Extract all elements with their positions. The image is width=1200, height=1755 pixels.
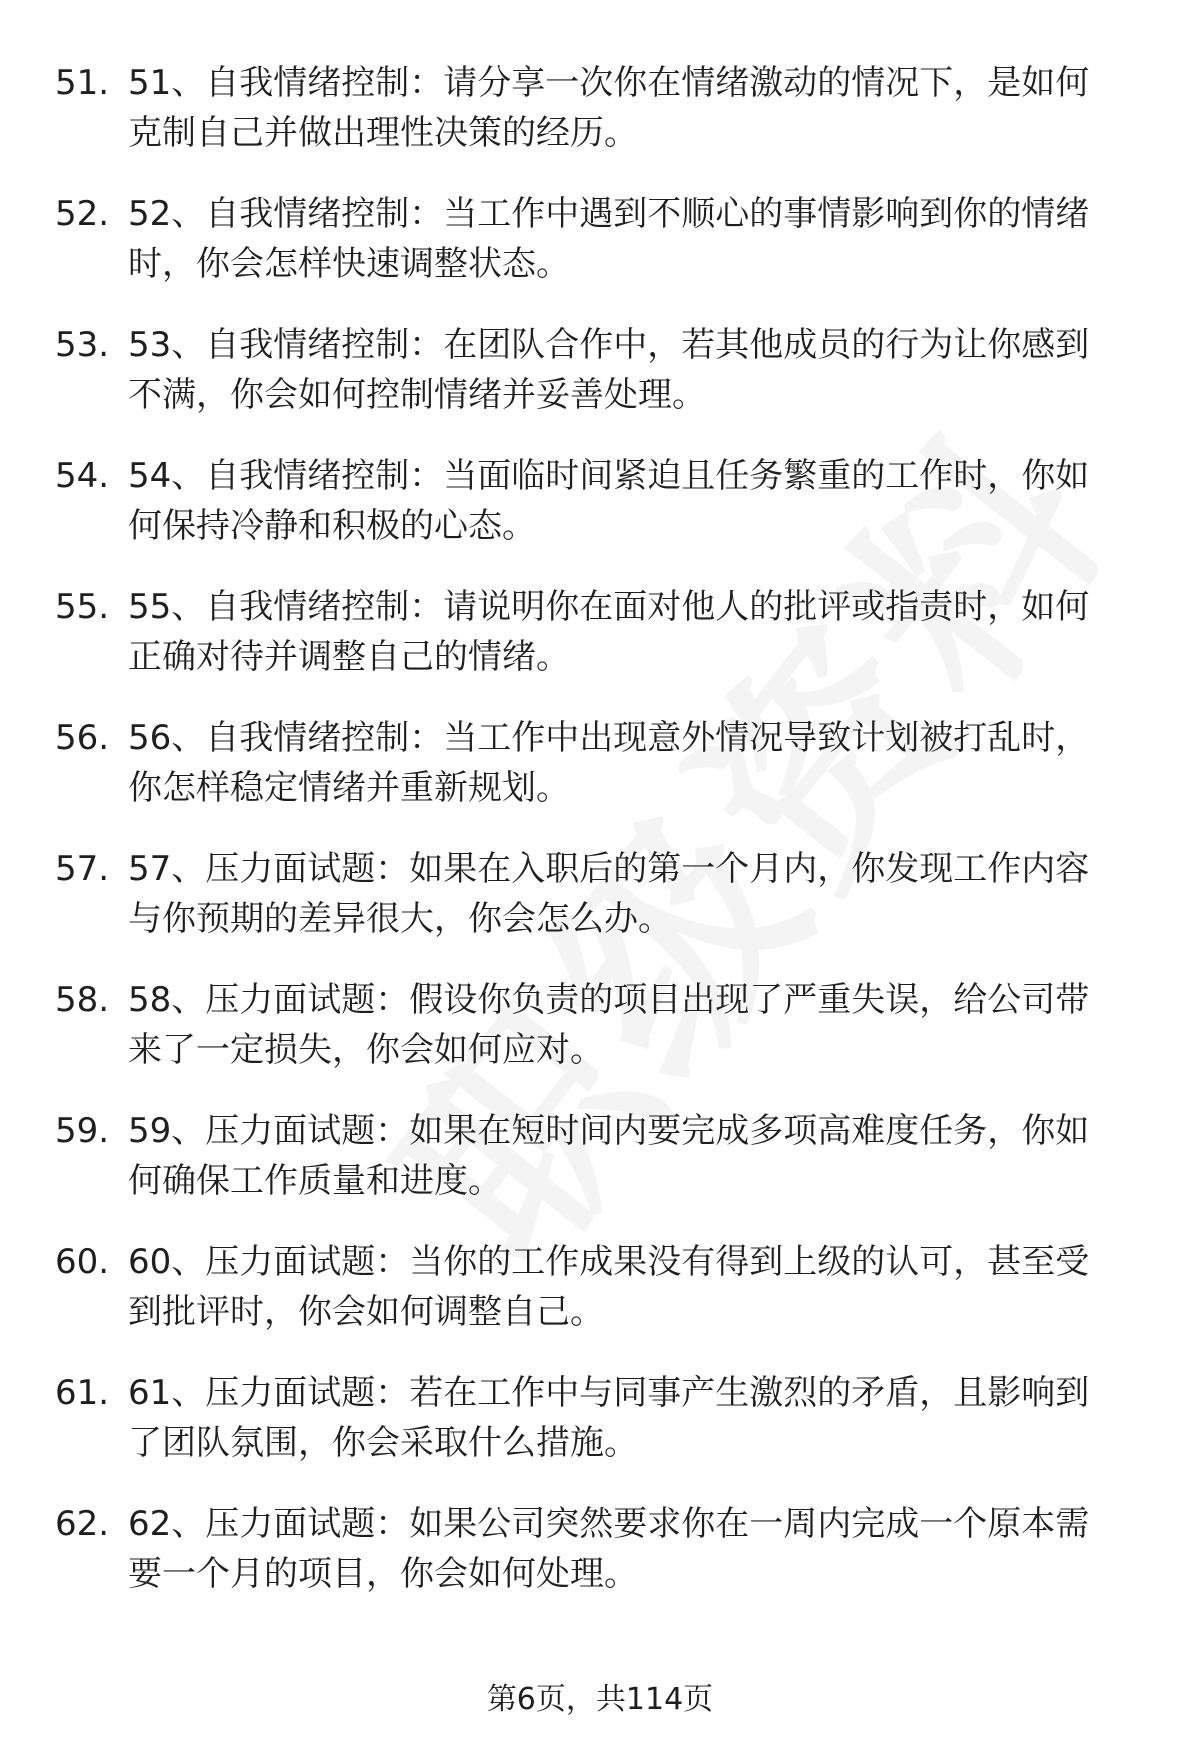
- item-number: 56.: [55, 718, 110, 758]
- item-text: [128, 1237, 1148, 1337]
- list-item: [0, 975, 1200, 1106]
- list-item: [0, 582, 1200, 713]
- page-footer: 第6页，共114页: [486, 1682, 714, 1717]
- item-text: [128, 582, 1148, 682]
- item-text: [128, 713, 1148, 813]
- item-number: 52.: [55, 194, 110, 234]
- item-number: 58.: [55, 980, 110, 1020]
- item-text-line: 克制自己并做出理性决策的经历。: [128, 113, 638, 153]
- item-text-line: 何保持冷静和积极的心态。: [128, 506, 536, 546]
- list-item: [0, 1106, 1200, 1237]
- question-list: [0, 58, 1200, 1630]
- item-number: 53.: [55, 325, 110, 365]
- item-text-line: 57、压力面试题：如果在入职后的第一个月内，你发现工作内容: [128, 849, 1090, 889]
- item-number: 59.: [55, 1111, 110, 1151]
- list-item: [0, 1237, 1200, 1368]
- list-item: [0, 320, 1200, 451]
- item-text-line: 58、压力面试题：假设你负责的项目出现了严重失误，给公司带: [128, 980, 1090, 1020]
- item-text-line: 51、自我情绪控制：请分享一次你在情绪激动的情况下，是如何: [128, 63, 1090, 103]
- item-number: 54.: [55, 456, 110, 496]
- list-item: [0, 713, 1200, 844]
- item-number: 51.: [55, 63, 110, 103]
- item-text-line: 了团队氛围，你会采取什么措施。: [128, 1423, 638, 1463]
- item-text: [128, 189, 1148, 289]
- item-text-line: 来了一定损失，你会如何应对。: [128, 1030, 604, 1070]
- item-text-line: 55、自我情绪控制：请说明你在面对他人的批评或指责时，如何: [128, 587, 1090, 627]
- item-text-line: 时，你会怎样快速调整状态。: [128, 244, 570, 284]
- item-text-line: 与你预期的差异很大，你会怎么办。: [128, 899, 672, 939]
- item-text-line: 53、自我情绪控制：在团队合作中，若其他成员的行为让你感到: [128, 325, 1090, 365]
- item-text-line: 61、压力面试题：若在工作中与同事产生激烈的矛盾，且影响到: [128, 1373, 1090, 1413]
- item-text-line: 何确保工作质量和进度。: [128, 1161, 502, 1201]
- item-text-line: 59、压力面试题：如果在短时间内要完成多项高难度任务，你如: [128, 1111, 1090, 1151]
- item-number: 55.: [55, 587, 110, 627]
- list-item: [0, 189, 1200, 320]
- item-text-line: 60、压力面试题：当你的工作成果没有得到上级的认可，甚至受: [128, 1242, 1090, 1282]
- item-number: 62.: [55, 1504, 110, 1544]
- item-text: [128, 58, 1148, 158]
- item-text: [128, 320, 1148, 420]
- list-item: [0, 451, 1200, 582]
- item-text-line: 52、自我情绪控制：当工作中遇到不顺心的事情影响到你的情绪: [128, 194, 1090, 234]
- item-number: 57.: [55, 849, 110, 889]
- item-text: [128, 1368, 1148, 1468]
- item-text-line: 54、自我情绪控制：当面临时间紧迫且任务繁重的工作时，你如: [128, 456, 1090, 496]
- item-text: [128, 1106, 1148, 1206]
- item-text-line: 62、压力面试题：如果公司突然要求你在一周内完成一个原本需: [128, 1504, 1090, 1544]
- item-text: [128, 844, 1148, 944]
- item-text: [128, 1499, 1148, 1599]
- item-text: [128, 451, 1148, 551]
- list-item: [0, 1499, 1200, 1630]
- item-text-line: 正确对待并调整自己的情绪。: [128, 637, 570, 677]
- list-item: [0, 58, 1200, 189]
- item-text-line: 56、自我情绪控制：当工作中出现意外情况导致计划被打乱时，: [128, 718, 1090, 758]
- item-text-line: 你怎样稳定情绪并重新规划。: [128, 768, 570, 808]
- item-text-line: 到批评时，你会如何调整自己。: [128, 1292, 604, 1332]
- item-text: [128, 975, 1148, 1075]
- item-number: 61.: [55, 1373, 110, 1413]
- list-item: [0, 1368, 1200, 1499]
- item-text-line: 要一个月的项目，你会如何处理。: [128, 1554, 638, 1594]
- item-text-line: 不满，你会如何控制情绪并妥善处理。: [128, 375, 706, 415]
- list-item: [0, 844, 1200, 975]
- item-number: 60.: [55, 1242, 110, 1282]
